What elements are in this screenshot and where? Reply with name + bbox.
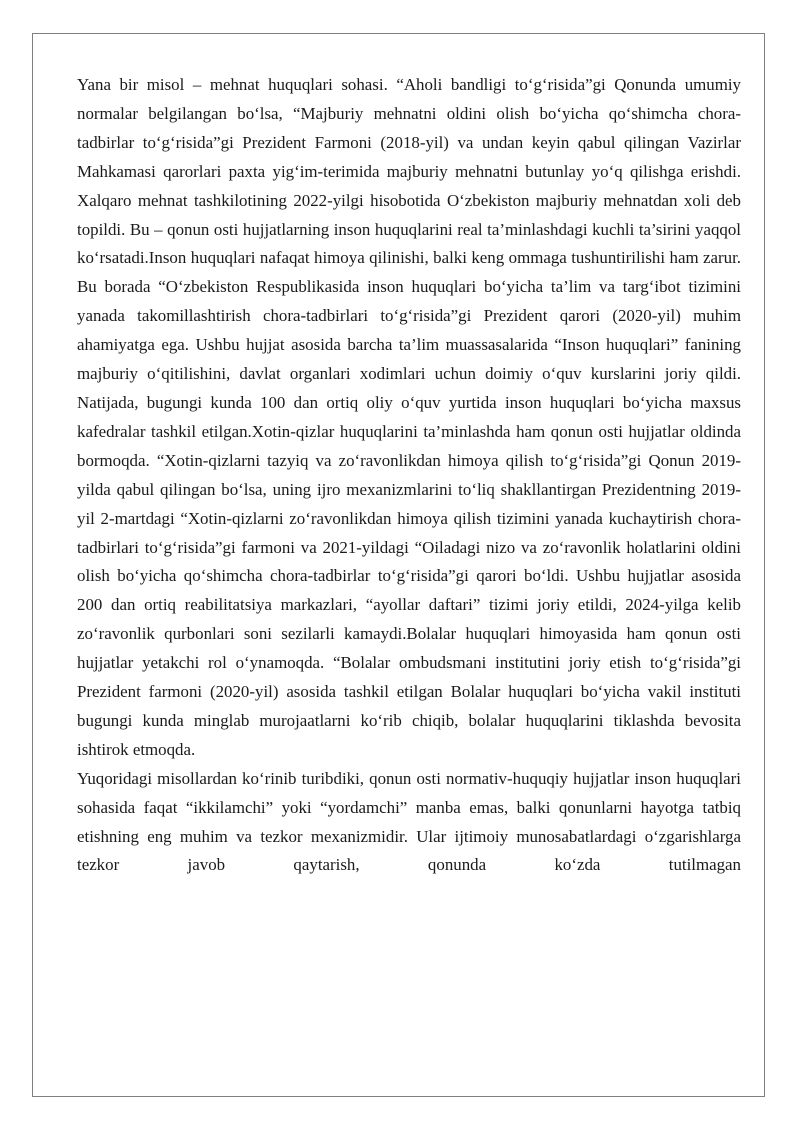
document-body xyxy=(77,71,741,880)
paragraph-2: Yuqoridagi misollardan ko‘rinib turibdiki, qonun osti normativ-huquqiy hujjatlar inson huquqlari sohasida faqat “ikkilamchi” yoki “yordamchi” manba emas, balki qonunlarni hayotga tatbiq etishning eng muhim va tezkor mexanizmidir. Ular ijtimoiy munosabatlardagi o‘zgarishlarga tezkor javob qaytarish, qonunda ko‘zda tutilmagan xyxy=(77,768,741,875)
paragraph-1: Yana bir misol – mehnat huquqlari sohasi. “Aholi bandligi to‘g‘risida”gi Qonunda umumiy normalar belgilangan bo‘lsa, “Majburiy mehnatni oldini olish bo‘yicha qo‘shimcha chora-tadbirlar to‘g‘risida”gi Prezident Farmoni (2018-yil) va undan keyin qabul qilingan Vazirlar Mahkamasi qarorlari paxta yig‘im-terimida majburiy mehnatni butunlay yo‘q qilishga erishdi. Xalqaro mehnat tashkilotining 2022-yilgi hisobotida O‘zbekiston majburiy mehnatdan xoli deb topildi. Bu – qonun osti hujjatlarning inson huquqlarini real ta’minlashdagi kuchli ta’sirini yaqqol ko‘rsatadi.Inson huquqlari nafaqat himoya qilinishi, balki keng ommaga tushuntirilishi ham zarur. Bu borada “O‘zbekiston Respublikasida inson huquqlari bo‘yicha ta’lim va targ‘ibot tizimini yanada takomillashtirish chora-tadbirlari to‘g‘risida”gi Prezident qarori (2020-yil) muhim ahamiyatga ega. Ushbu hujjat asosida barcha ta’lim muassasalarida “Inson huquqlari” fanining majburiy o‘qitilishini, davlat organlari xodimlari uchun doimiy o‘quv kurslarini joriy qildi. Natijada, bugungi kunda 100 dan ortiq oliy o‘quv yurtida inson huquqlari bo‘yicha maxsus kafedralar tashkil etilgan.Xotin-qizlar huquqlarini ta’minlashda ham qonun osti hujjatlar oldinda bormoqda. “Xotin-qizlarni tazyiq va zo‘ravonlikdan himoya qilish to‘g‘risida”gi Qonun 2019-yilda qabul qilingan bo‘lsa, uning ijro mexanizmlarini to‘liq shakllantirgan Prezidentning 2019-yil 2-martdagi “Xotin-qizlarni zo‘ravonlikdan himoya qilish tizimini yanada kuchaytirish chora-tadbirlari to‘g‘risida”gi farmoni va 2021-yildagi “Oiladagi nizo va zo‘ravonlik holatlarini oldini olish bo‘yicha qo‘shimcha chora-tadbirlar to‘g‘risida”gi qarori bo‘ldi. Ushbu hujjatlar asosida 200 dan ortiq reabilitatsiya markazlari, “ayollar daftari” tizimi joriy etildi, 2024-yilga kelib zo‘ravonlik qurbonlari soni sezilarli kamaydi.Bolalar huquqlari himoyasida ham qonun osti hujjatlar yetakchi rol o‘ynamoqda. “Bolalar ombudsmani institutini joriy etish to‘g‘risida”gi Prezident farmoni (2020-yil) asosida tashkil etilgan Bolalar huquqlari bo‘yicha vakil instituti bugungi kunda minglab murojaatlarni ko‘rib chiqib, bolalar huquqlarini tiklashda bevosita ishtirok etmoqda. xyxy=(77,75,741,759)
